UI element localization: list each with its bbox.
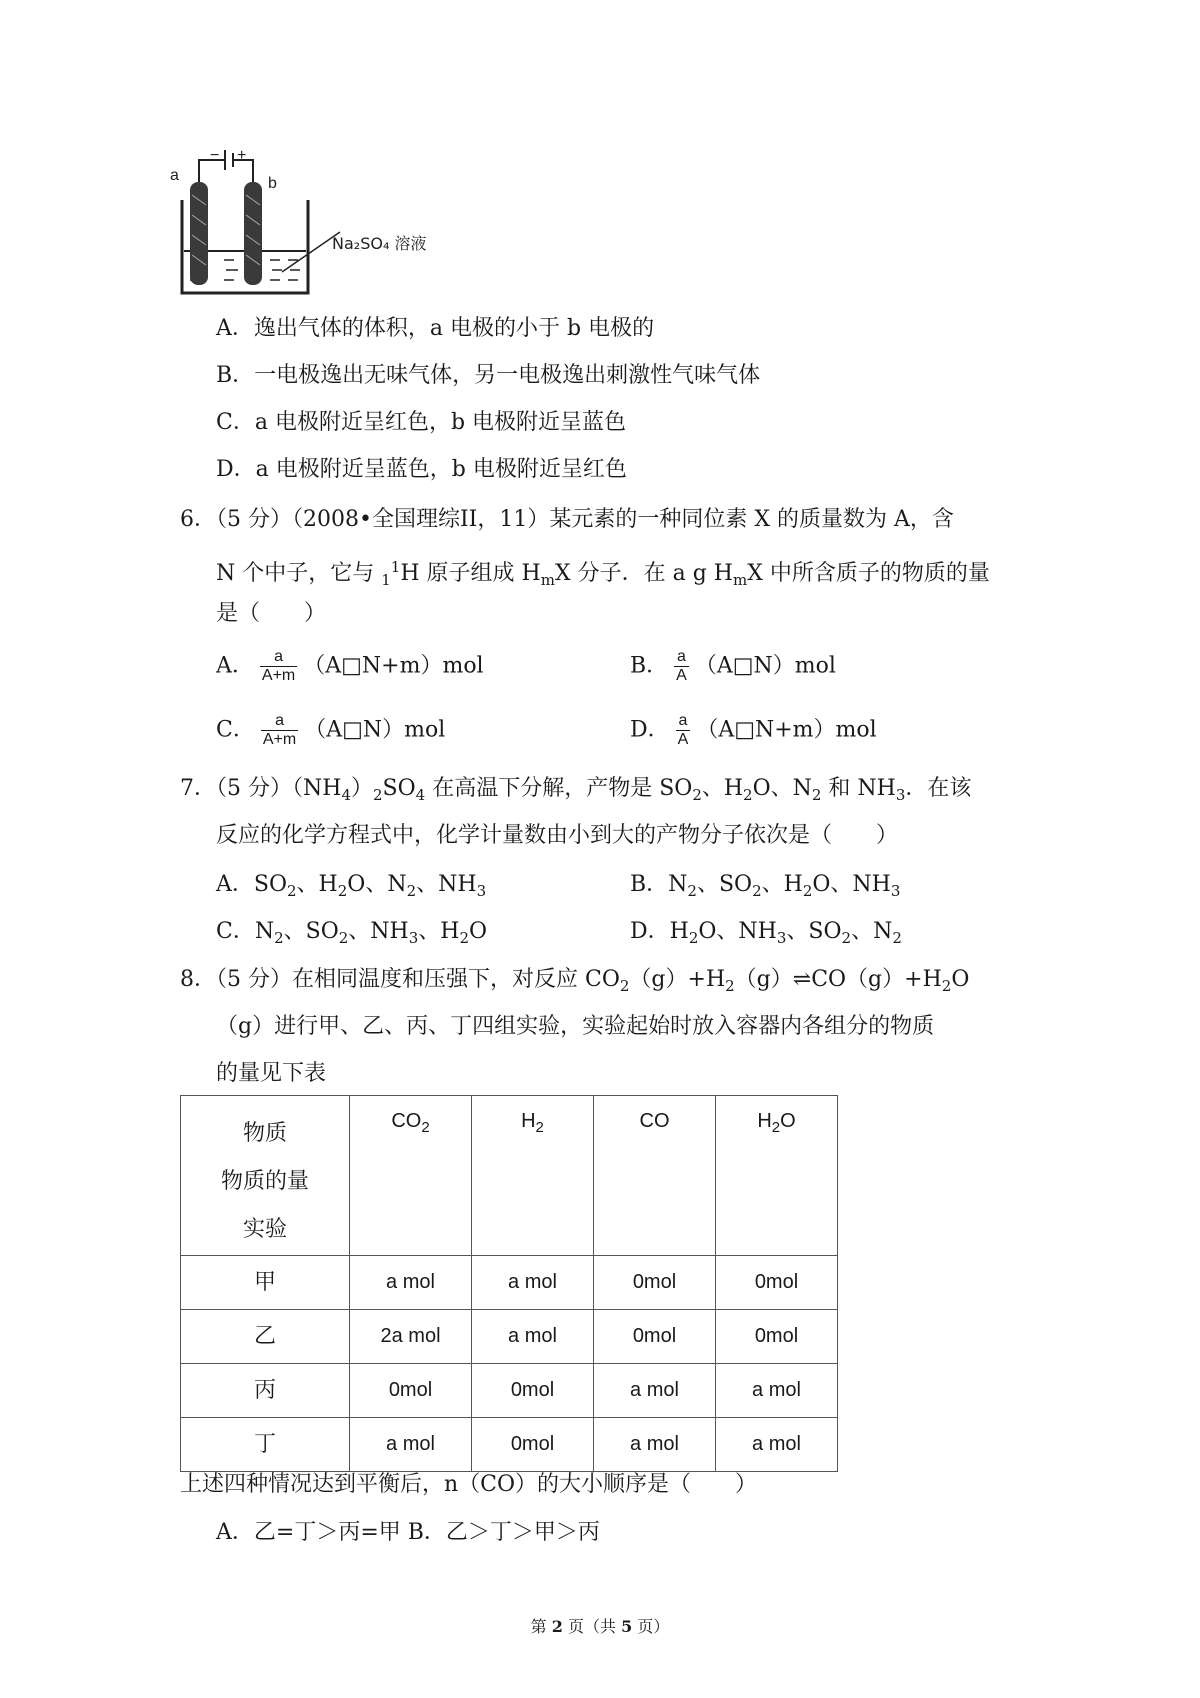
table-corner-header: 物质 物质的量 实验 xyxy=(181,1096,350,1256)
q6-option-b: B． $\frac{a}{A}$ （A□N）mol xyxy=(630,648,836,684)
q6-line-3: 是（ ） xyxy=(216,601,327,626)
q7-option-d: D．$H_2O$、$NH_3$、$SO_2$、$N_2$ xyxy=(630,919,902,947)
q6-stem-1: 某元素的一种同位素 X 的质量数为 A，含 xyxy=(549,507,954,532)
q6-option-c: C． $\frac{a}{A+m}$ （A□N）mol xyxy=(216,712,446,748)
table-row: 丙 0mol 0mol a mol a mol xyxy=(181,1364,838,1418)
q7-option-a: A．$SO_2$、$H_2O$、$N_2$、$NH_3$ xyxy=(216,872,487,900)
page-number: 2 xyxy=(551,1617,563,1636)
label-minus: − xyxy=(210,150,220,164)
q8-options: A．乙=丁＞丙=甲 B．乙＞丁＞甲＞丙 xyxy=(216,1520,600,1545)
table-col-header: $H_2$ xyxy=(472,1096,594,1256)
table-col-header: $H_2O$ xyxy=(716,1096,838,1256)
label-b: b xyxy=(268,175,277,192)
q6-line-1 xyxy=(180,505,954,535)
table-col-header: $CO_2$ xyxy=(350,1096,472,1256)
experiment-table xyxy=(180,1095,838,1472)
label-a: a xyxy=(170,167,179,184)
label-plus: + xyxy=(237,150,247,164)
q7-line-1: 7．（5 分）$(NH_4)_2SO_4$ 在高温下分解，产物是 $SO_2$、$H_2O$、$N_2$ 和 $NH_3$．在该 xyxy=(180,776,972,804)
q8-line-3: 的量见下表 xyxy=(216,1061,327,1086)
q7-line-2: 反应的化学方程式中，化学计量数由小到大的产物分子依次是（ ） xyxy=(216,823,899,848)
q5-option-b: B．一电极逸出无味气体，另一电极逸出刺激性气味气体 xyxy=(216,363,761,388)
page-footer: 第 2 页（共 5 页） xyxy=(530,1617,670,1636)
table-col-header: CO xyxy=(594,1096,716,1256)
q6-line-2: N 个中子，它与 $_1^1$H 原子组成 $H_mX$ 分子．在 a g $H_mX$ 中所含质子的物质的量 xyxy=(216,558,990,589)
q7-option-c: C．$N_2$、$SO_2$、$NH_3$、$H_2O$ xyxy=(216,919,488,947)
q7-option-b: B．$N_2$、$SO_2$、$H_2O$、$NH_3$ xyxy=(630,872,901,900)
q6-option-d: D． $\frac{a}{A}$ （A□N+m）mol xyxy=(630,712,877,748)
page-total: 5 xyxy=(621,1617,633,1636)
q8-question: 上述四种情况达到平衡后，n（CO）的大小顺序是（ ） xyxy=(180,1472,758,1497)
table-row: 乙 2a mol a mol 0mol 0mol xyxy=(181,1310,838,1364)
q6-source: （2008•全国理综II，11） xyxy=(292,507,550,532)
q8-line-1: 8．（5 分）在相同温度和压强下，对反应 $CO_2(g)+H_2(g)\rightleftharpoons CO(g)+H_2O$ xyxy=(180,967,970,995)
table-row: 丁 a mol 0mol a mol a mol xyxy=(181,1418,838,1472)
q5-option-d: D．a 电极附近呈蓝色，b 电极附近呈红色 xyxy=(216,457,627,482)
electrolysis-diagram xyxy=(170,150,450,300)
electrode-b xyxy=(244,182,262,285)
table-row: 甲 a mol a mol 0mol 0mol xyxy=(181,1256,838,1310)
q8-line-2: （g）进行甲、乙、丙、丁四组实验，实验起始时放入容器内各组分的物质 xyxy=(216,1014,935,1039)
solution-label: Na₂SO₄ 溶液 xyxy=(332,234,427,253)
q5-option-c: C．a 电极附近呈红色，b 电极附近呈蓝色 xyxy=(216,410,627,435)
q6-points: （5 分） xyxy=(216,507,292,532)
q6-option-a: A． $\frac{a}{A+m}$ （A□N+m）mol xyxy=(216,648,484,684)
electrode-a xyxy=(190,182,208,285)
q6-number: 6． xyxy=(180,507,216,532)
q5-option-a: A．逸出气体的体积，a 电极的小于 b 电极的 xyxy=(216,316,655,341)
